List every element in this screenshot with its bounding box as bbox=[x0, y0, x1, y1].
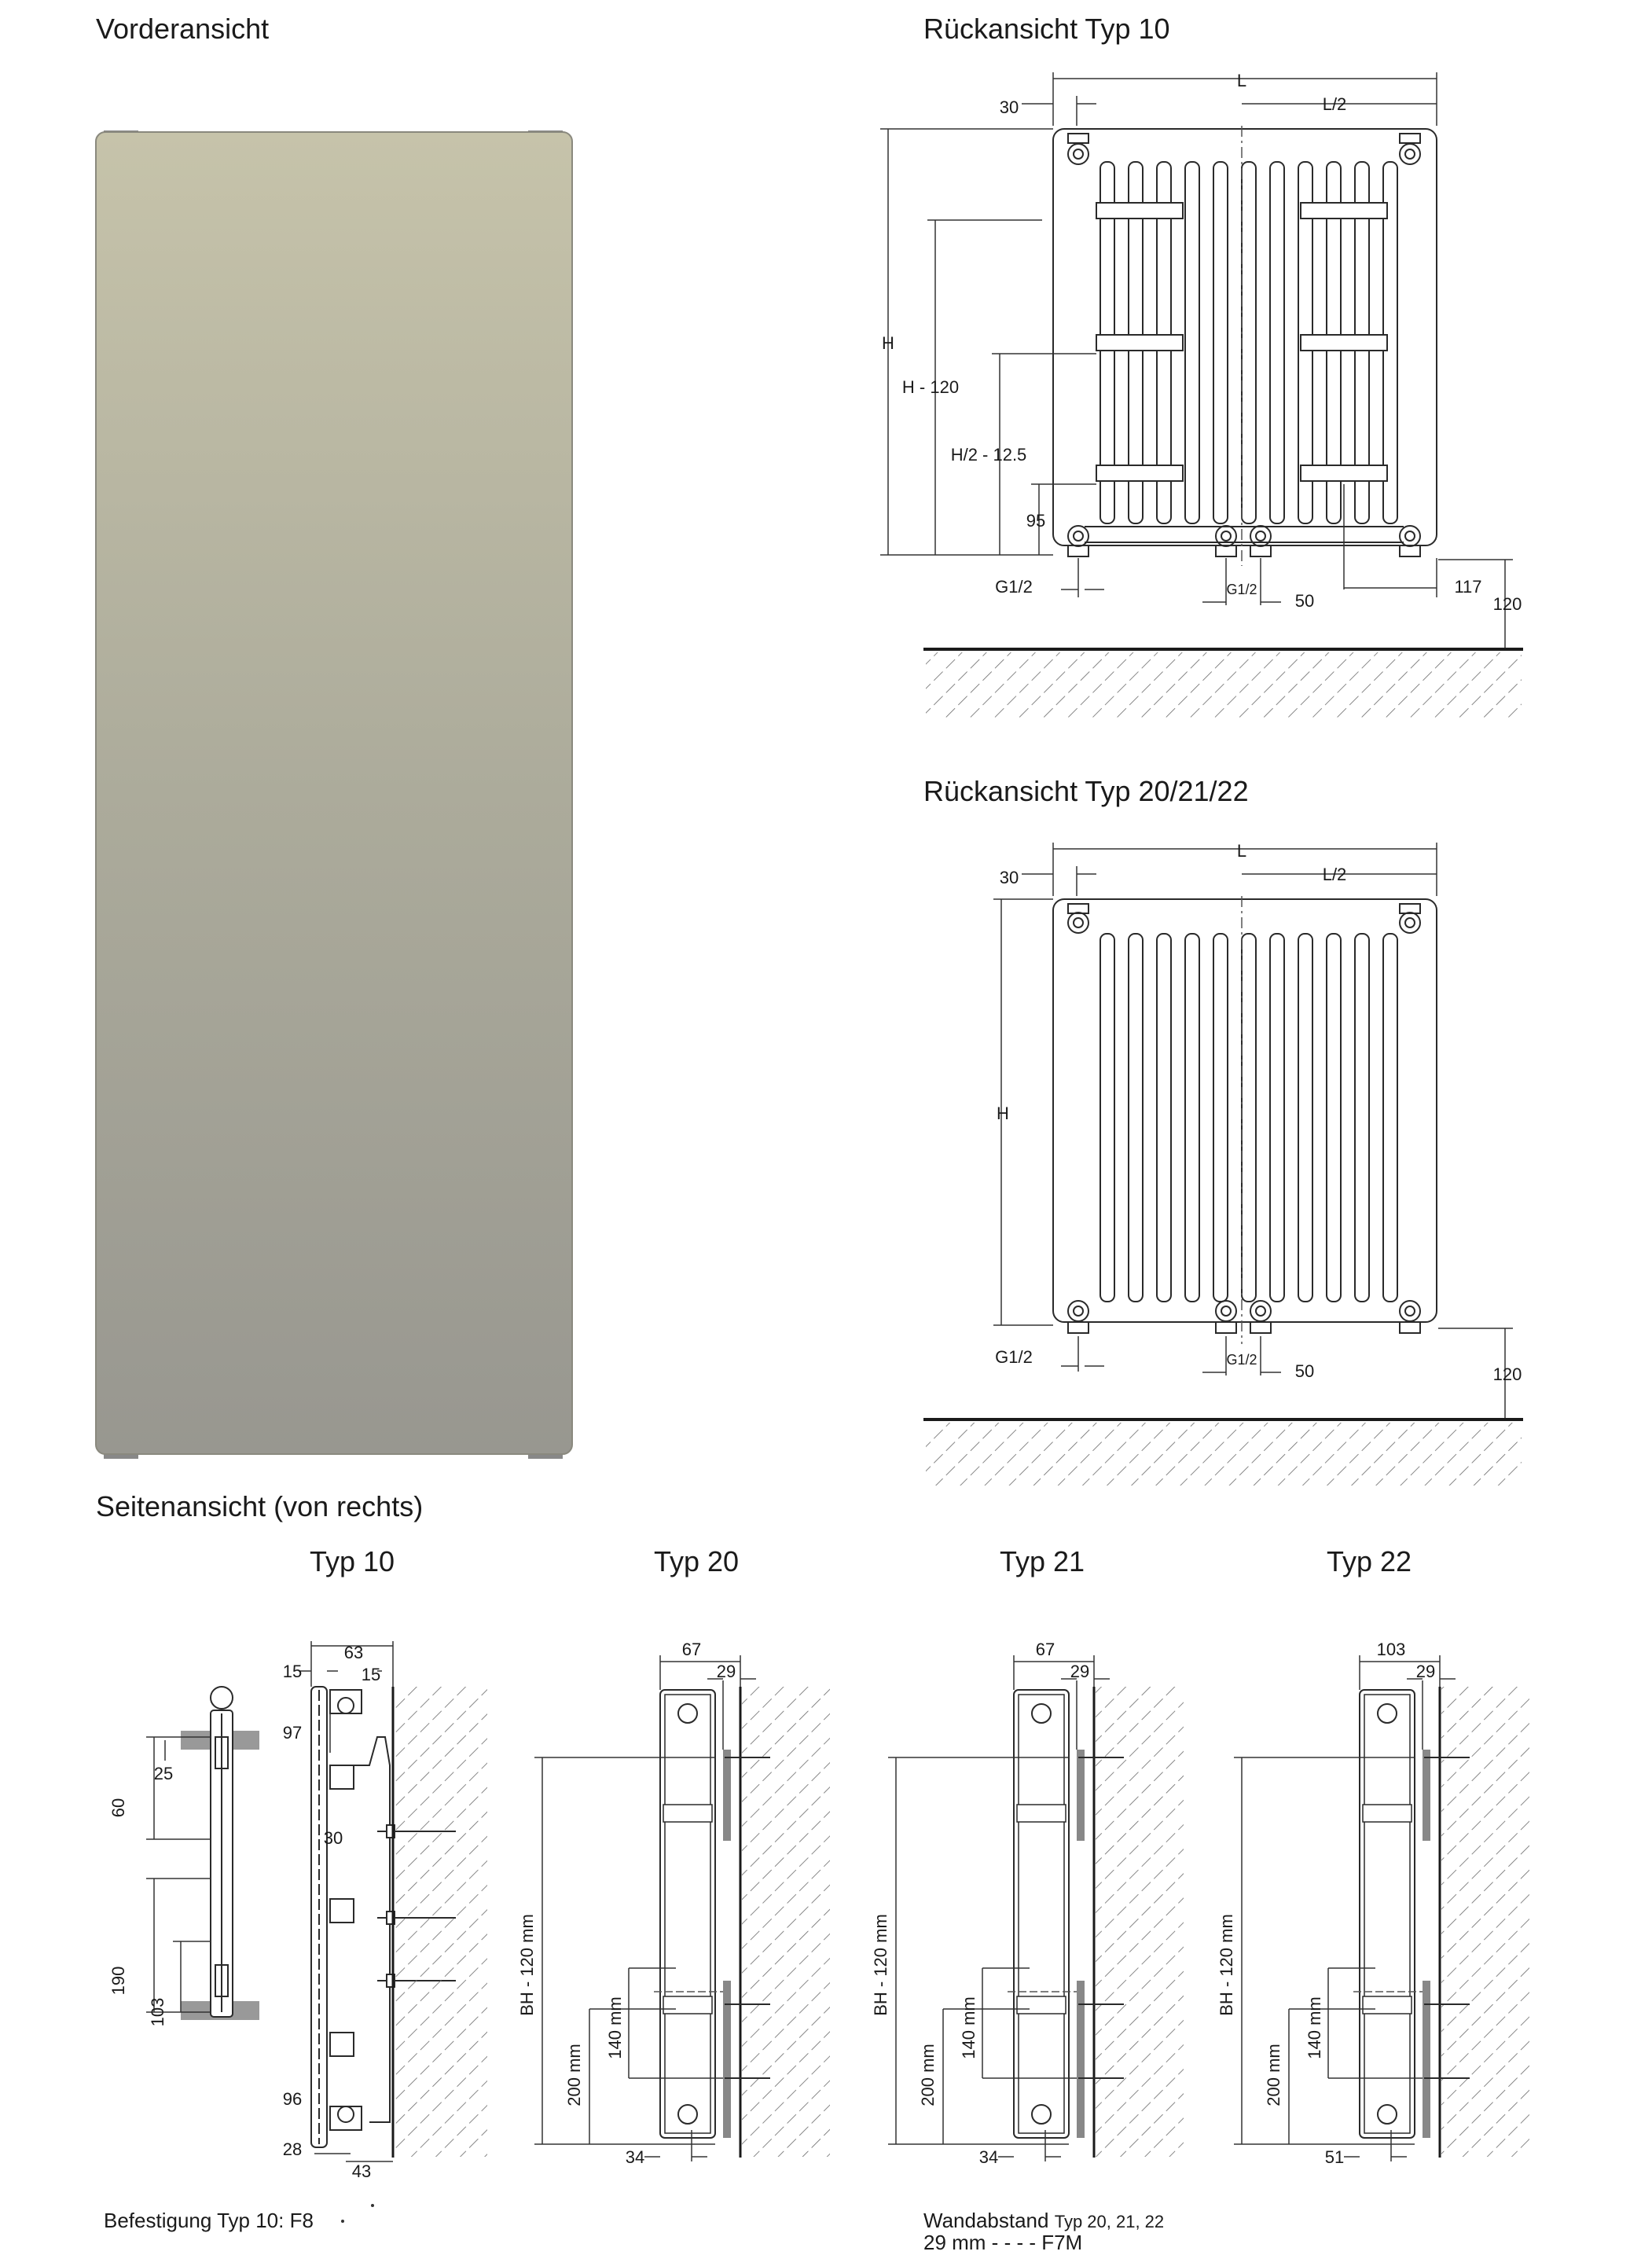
radiator-rib bbox=[1270, 162, 1284, 523]
bottom-valve bbox=[678, 2105, 697, 2124]
wall-distance-title: Wandabstand bbox=[923, 2209, 1049, 2232]
wall-distance-types: Typ 20, 21, 22 bbox=[1054, 2212, 1165, 2231]
side22-dim-bh: BH - 120 mm bbox=[1217, 1914, 1236, 2016]
front-panel bbox=[96, 130, 572, 1459]
side10-dim-97: 97 bbox=[282, 1723, 303, 1743]
side22-dim-bottom: 51 bbox=[1324, 2147, 1345, 2167]
bottom-valve bbox=[1032, 2105, 1051, 2124]
side20-dim-200: 200 mm bbox=[564, 2044, 584, 2106]
rear20-dim-30: 30 bbox=[999, 868, 1019, 887]
wall-bracket-top bbox=[1077, 1750, 1085, 1841]
rear10-dim-95: 95 bbox=[1026, 511, 1046, 531]
side10-dim-30: 30 bbox=[323, 1828, 343, 1848]
radiator-rib bbox=[1185, 162, 1199, 523]
wall-distance-value: 29 mm - - - - F7M bbox=[923, 2231, 1083, 2254]
rear20-dim-g12-left: G1/2 bbox=[995, 1347, 1033, 1367]
side20-dim-bh: BH - 120 mm bbox=[517, 1914, 537, 2016]
side22-dim-200: 200 mm bbox=[1264, 2044, 1283, 2106]
panel-clip bbox=[1017, 1996, 1066, 2014]
side10-dim-63: 63 bbox=[343, 1643, 364, 1662]
radiator-rib bbox=[1213, 162, 1228, 523]
side-typ22-heading: Typ 22 bbox=[1327, 1545, 1412, 1577]
radiator-inner bbox=[1364, 1695, 1410, 2133]
side10-dim-15b: 15 bbox=[361, 1665, 381, 1684]
side10-dim-190: 190 bbox=[108, 1966, 128, 1996]
front-view-heading: Vorderansicht bbox=[96, 13, 270, 45]
rear10-dim-L: L bbox=[1236, 71, 1247, 90]
side-typ20-heading: Typ 20 bbox=[654, 1545, 740, 1577]
floor-hatch-typ20 bbox=[926, 1423, 1522, 1486]
side21-dim-140: 140 mm bbox=[959, 1996, 978, 2059]
side22-dim-top: 103 bbox=[1376, 1640, 1406, 1659]
rear-typ10-dimensions bbox=[880, 72, 1513, 649]
side10-dim-43: 43 bbox=[351, 2161, 372, 2181]
side10-dim-28: 28 bbox=[282, 2139, 303, 2159]
rear-typ20-drawing bbox=[1053, 899, 1437, 1333]
bottom-valve bbox=[1378, 2105, 1397, 2124]
fixing-typ10-note: Befestigung Typ 10: F8 bbox=[104, 2209, 314, 2232]
radiator-rib bbox=[1157, 934, 1171, 1302]
side20-dim-140: 140 mm bbox=[605, 1996, 625, 2059]
wall-bracket-top bbox=[1423, 1750, 1430, 1841]
panel-clip bbox=[1363, 1805, 1412, 1822]
side20-dim-bottom: 34 bbox=[625, 2147, 645, 2167]
radiator-rib bbox=[1242, 162, 1256, 523]
rear20-dim-50: 50 bbox=[1294, 1361, 1315, 1381]
wall-distance-note bbox=[923, 2209, 1164, 2233]
panel-clip bbox=[663, 1996, 712, 2014]
rear20-dim-L2: L/2 bbox=[1322, 865, 1347, 884]
side-view-heading: Seitenansicht (von rechts) bbox=[96, 1490, 424, 1522]
side21-dim-bottom: 34 bbox=[978, 2147, 999, 2167]
radiator-rib bbox=[1270, 934, 1284, 1302]
side10-dim-103: 103 bbox=[148, 1997, 167, 2027]
radiator-rib bbox=[1129, 934, 1143, 1302]
rear-view-typ10-heading: Rückansicht Typ 10 bbox=[923, 13, 1170, 45]
rear10-dim-H120: H - 120 bbox=[901, 377, 960, 397]
floor-hatch-typ10 bbox=[926, 652, 1522, 720]
panel-clip bbox=[663, 1805, 712, 1822]
rear10-dim-H: H bbox=[882, 333, 894, 353]
rear20-dim-g12-center: G1/2 bbox=[1226, 1352, 1257, 1368]
side22-dim-gap: 29 bbox=[1415, 1662, 1436, 1681]
radiator-rib bbox=[1298, 934, 1312, 1302]
rear-view-typ20-heading: Rückansicht Typ 20/21/22 bbox=[923, 775, 1249, 807]
radiator-inner bbox=[665, 1695, 710, 2133]
rear10-dim-g12-left: G1/2 bbox=[995, 577, 1033, 597]
radiator-rib bbox=[1213, 934, 1228, 1302]
rear20-dim-120: 120 bbox=[1492, 1364, 1522, 1384]
top-valve bbox=[1032, 1704, 1051, 1723]
side10-dim-60: 60 bbox=[108, 1798, 128, 1818]
side10-dim-25: 25 bbox=[153, 1764, 174, 1783]
rear10-dim-L2: L/2 bbox=[1322, 94, 1347, 114]
side20-dim-gap: 29 bbox=[716, 1662, 736, 1681]
side20-dim-top: 67 bbox=[681, 1640, 702, 1659]
side-typ21-heading: Typ 21 bbox=[1000, 1545, 1085, 1577]
top-valve bbox=[678, 1704, 697, 1723]
side10-dim-96: 96 bbox=[282, 2089, 303, 2109]
rear10-dim-120: 120 bbox=[1492, 594, 1522, 614]
radiator-rib bbox=[1100, 934, 1114, 1302]
rear20-dim-H: H bbox=[997, 1104, 1009, 1123]
radiator-inner bbox=[1019, 1695, 1064, 2133]
side10-wall bbox=[395, 1687, 487, 2157]
rear10-dim-g12-center: G1/2 bbox=[1226, 582, 1257, 597]
rear-typ20-ribs bbox=[1100, 934, 1397, 1302]
rear10-dim-50: 50 bbox=[1294, 591, 1315, 611]
side21-dim-gap: 29 bbox=[1070, 1662, 1090, 1681]
side21-dim-top: 67 bbox=[1035, 1640, 1055, 1659]
side21-dim-bh: BH - 120 mm bbox=[871, 1914, 890, 2016]
rear10-dim-117: 117 bbox=[1454, 577, 1482, 597]
radiator-rib bbox=[1242, 934, 1256, 1302]
side22-dim-140: 140 mm bbox=[1305, 1996, 1324, 2059]
side21-dim-200: 200 mm bbox=[918, 2044, 938, 2106]
radiator-rib bbox=[1383, 934, 1397, 1302]
rear10-dim-30: 30 bbox=[999, 97, 1019, 117]
panel-clip bbox=[1017, 1805, 1066, 1822]
radiator-rib bbox=[1185, 934, 1199, 1302]
side10-dim-15a: 15 bbox=[282, 1662, 303, 1681]
rear10-dim-H2: H/2 - 12.5 bbox=[950, 445, 1027, 465]
radiator-rib bbox=[1355, 934, 1369, 1302]
panel-clip bbox=[1363, 1996, 1412, 2014]
radiator-rib bbox=[1327, 934, 1341, 1302]
side-typ10-heading: Typ 10 bbox=[310, 1545, 395, 1577]
wall-bracket-top bbox=[723, 1750, 731, 1841]
top-valve bbox=[1378, 1704, 1397, 1723]
rear20-dim-L: L bbox=[1236, 841, 1247, 861]
